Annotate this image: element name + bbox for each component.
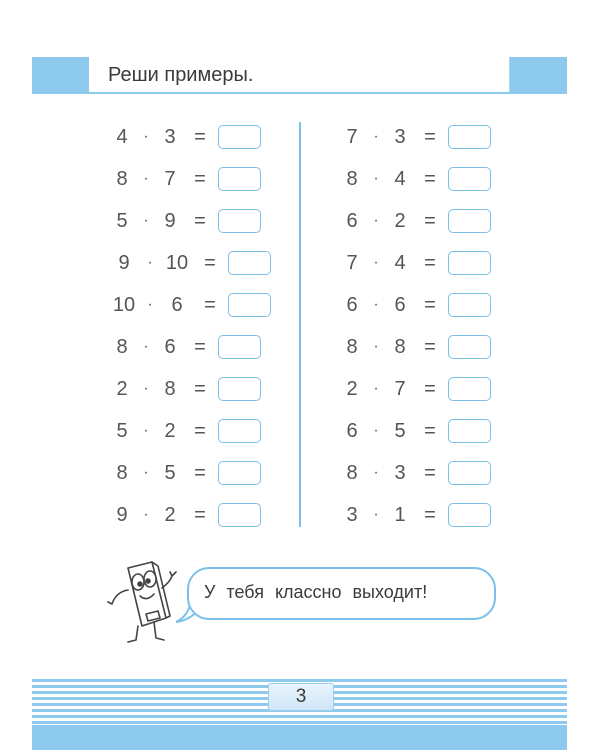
factor-a: 6 bbox=[346, 419, 358, 442]
multiply-sign: · bbox=[373, 212, 379, 229]
example-row bbox=[110, 368, 271, 410]
multiply-sign: · bbox=[373, 254, 379, 271]
factor-a: 8 bbox=[346, 167, 358, 190]
factor-b: 6 bbox=[394, 293, 406, 316]
example-row bbox=[110, 410, 271, 452]
multiply-sign: · bbox=[143, 338, 149, 355]
multiply-sign: · bbox=[143, 128, 149, 145]
answer-box[interactable] bbox=[218, 503, 261, 527]
factor-b: 4 bbox=[394, 251, 406, 274]
equals-sign: = bbox=[424, 335, 436, 358]
factor-b: 3 bbox=[394, 461, 406, 484]
answer-box[interactable] bbox=[218, 419, 261, 443]
factor-b: 5 bbox=[394, 419, 406, 442]
column-divider bbox=[299, 122, 301, 527]
example-row bbox=[340, 326, 491, 368]
multiply-sign: · bbox=[373, 464, 379, 481]
example-row bbox=[340, 452, 491, 494]
equals-sign: = bbox=[194, 461, 206, 484]
equals-sign: = bbox=[424, 125, 436, 148]
equals-sign: = bbox=[424, 293, 436, 316]
multiply-sign: · bbox=[373, 422, 379, 439]
answer-box[interactable] bbox=[218, 209, 261, 233]
factor-b: 9 bbox=[164, 209, 176, 232]
example-row bbox=[110, 116, 271, 158]
equals-sign: = bbox=[424, 251, 436, 274]
factor-a: 8 bbox=[116, 461, 128, 484]
equals-sign: = bbox=[204, 293, 216, 316]
equals-sign: = bbox=[424, 377, 436, 400]
factor-a: 2 bbox=[346, 377, 358, 400]
multiply-sign: · bbox=[373, 170, 379, 187]
factor-b: 6 bbox=[171, 293, 183, 316]
equals-sign: = bbox=[194, 419, 206, 442]
answer-box[interactable] bbox=[218, 335, 261, 359]
example-row bbox=[340, 410, 491, 452]
factor-a: 8 bbox=[346, 335, 358, 358]
example-row bbox=[110, 242, 271, 284]
factor-b: 10 bbox=[165, 251, 189, 274]
equals-sign: = bbox=[194, 503, 206, 526]
multiply-sign: · bbox=[373, 296, 379, 313]
factor-b: 2 bbox=[394, 209, 406, 232]
factor-a: 5 bbox=[116, 209, 128, 232]
task-title: Реши примеры. bbox=[108, 64, 254, 86]
page-number: 3 bbox=[268, 683, 334, 711]
answer-box[interactable] bbox=[448, 419, 491, 443]
speech-text: У тебя классно выходит! bbox=[204, 582, 428, 602]
answer-box[interactable] bbox=[218, 167, 261, 191]
answer-box[interactable] bbox=[448, 125, 491, 149]
answer-box[interactable] bbox=[448, 251, 491, 275]
factor-a: 2 bbox=[116, 377, 128, 400]
multiply-sign: · bbox=[143, 212, 149, 229]
example-row bbox=[110, 452, 271, 494]
equals-sign: = bbox=[194, 335, 206, 358]
factor-b: 7 bbox=[394, 377, 406, 400]
equals-sign: = bbox=[204, 251, 216, 274]
multiply-sign: · bbox=[143, 464, 149, 481]
answer-box[interactable] bbox=[448, 377, 491, 401]
calculator-mascot-icon bbox=[100, 558, 180, 648]
example-row bbox=[110, 284, 271, 326]
factor-a: 3 bbox=[346, 503, 358, 526]
equals-sign: = bbox=[194, 377, 206, 400]
factor-b: 8 bbox=[394, 335, 406, 358]
example-row bbox=[340, 494, 491, 536]
factor-b: 1 bbox=[394, 503, 406, 526]
factor-b: 7 bbox=[164, 167, 176, 190]
answer-box[interactable] bbox=[448, 503, 491, 527]
footer-band bbox=[32, 725, 567, 750]
equals-sign: = bbox=[194, 125, 206, 148]
factor-a: 6 bbox=[346, 293, 358, 316]
multiply-sign: · bbox=[143, 380, 149, 397]
example-row bbox=[110, 494, 271, 536]
multiply-sign: · bbox=[143, 170, 149, 187]
factor-a: 7 bbox=[346, 251, 358, 274]
equals-sign: = bbox=[424, 419, 436, 442]
multiply-sign: · bbox=[373, 128, 379, 145]
multiply-sign: · bbox=[147, 296, 153, 313]
left-column bbox=[110, 116, 271, 536]
answer-box[interactable] bbox=[448, 167, 491, 191]
answer-box[interactable] bbox=[218, 461, 261, 485]
multiply-sign: · bbox=[147, 254, 153, 271]
equals-sign: = bbox=[424, 209, 436, 232]
multiply-sign: · bbox=[373, 506, 379, 523]
answer-box[interactable] bbox=[218, 377, 261, 401]
example-row bbox=[340, 116, 491, 158]
answer-box[interactable] bbox=[218, 125, 261, 149]
example-row bbox=[340, 242, 491, 284]
factor-a: 7 bbox=[346, 125, 358, 148]
factor-a: 8 bbox=[346, 461, 358, 484]
equals-sign: = bbox=[424, 503, 436, 526]
equals-sign: = bbox=[194, 167, 206, 190]
factor-b: 2 bbox=[164, 419, 176, 442]
equals-sign: = bbox=[424, 461, 436, 484]
example-row bbox=[340, 284, 491, 326]
factor-b: 8 bbox=[164, 377, 176, 400]
example-row bbox=[110, 158, 271, 200]
factor-a: 9 bbox=[116, 503, 128, 526]
factor-a: 4 bbox=[116, 125, 128, 148]
factor-a: 9 bbox=[118, 251, 130, 274]
example-row bbox=[340, 200, 491, 242]
example-row bbox=[340, 368, 491, 410]
right-column bbox=[340, 116, 491, 536]
equals-sign: = bbox=[424, 167, 436, 190]
answer-box[interactable] bbox=[448, 293, 491, 317]
example-row bbox=[110, 200, 271, 242]
answer-box[interactable] bbox=[448, 335, 491, 359]
factor-b: 5 bbox=[164, 461, 176, 484]
factor-a: 8 bbox=[116, 335, 128, 358]
example-row bbox=[340, 158, 491, 200]
multiply-sign: · bbox=[143, 422, 149, 439]
factor-b: 6 bbox=[164, 335, 176, 358]
multiply-sign: · bbox=[373, 380, 379, 397]
answer-box[interactable] bbox=[228, 293, 271, 317]
multiply-sign: · bbox=[373, 338, 379, 355]
factor-b: 3 bbox=[394, 125, 406, 148]
factor-a: 8 bbox=[116, 167, 128, 190]
factor-b: 2 bbox=[164, 503, 176, 526]
factor-a: 10 bbox=[112, 293, 136, 316]
factor-a: 6 bbox=[346, 209, 358, 232]
factor-a: 5 bbox=[116, 419, 128, 442]
multiply-sign: · bbox=[143, 506, 149, 523]
answer-box[interactable] bbox=[228, 251, 271, 275]
factor-b: 4 bbox=[394, 167, 406, 190]
example-row bbox=[110, 326, 271, 368]
factor-b: 3 bbox=[164, 125, 176, 148]
equals-sign: = bbox=[194, 209, 206, 232]
answer-box[interactable] bbox=[448, 209, 491, 233]
answer-box[interactable] bbox=[448, 461, 491, 485]
